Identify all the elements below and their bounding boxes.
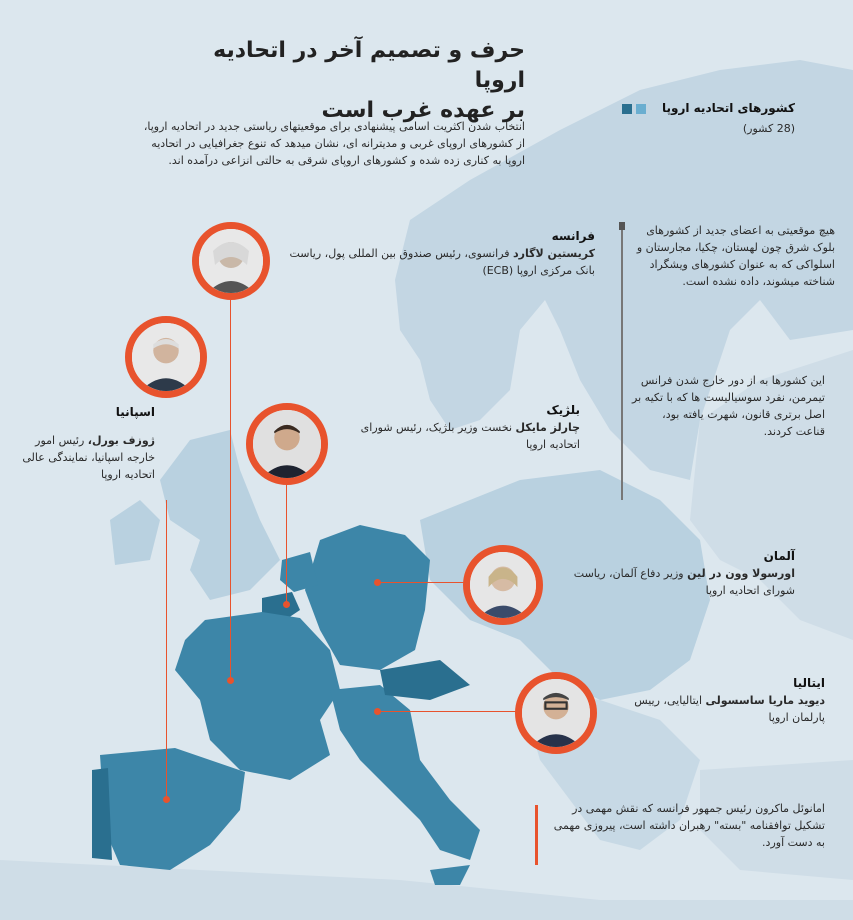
sicily-shape bbox=[430, 865, 470, 885]
lead-dot-vonderleyen bbox=[374, 579, 381, 586]
austria-shape bbox=[380, 660, 470, 700]
person-icon bbox=[132, 323, 200, 391]
desc-lagarde: فرانسوی، رئیس صندوق بین المللی پول، ریاست بانک مرکزی اروپا (ECB) bbox=[289, 247, 595, 277]
lead-dot-sassoli bbox=[374, 708, 381, 715]
title-line-2: بر عهده غرب است bbox=[321, 98, 525, 123]
ireland-land bbox=[110, 500, 160, 565]
portrait-borrell bbox=[125, 316, 207, 398]
notes-divider-cap bbox=[619, 222, 625, 230]
lead-line-michel bbox=[286, 485, 287, 605]
country-spain: اسپانیا bbox=[115, 405, 155, 419]
info-borrell-text bbox=[20, 432, 155, 483]
note-macron: امانوئل ماکرون رئیس جمهور فرانسه که نقش مهمی در تشکیل توافقنامه "بسته" رهبران داشته است، پیروزی مهمی به دست آورد. bbox=[553, 802, 825, 849]
legend-count: (28 کشور) bbox=[742, 122, 795, 135]
name-michel: چارلز مایکل bbox=[515, 421, 580, 434]
name-borrell: ژوزف بورل، bbox=[87, 434, 155, 447]
france-shape bbox=[175, 612, 340, 780]
intro-text: انتخاب شدن اکثریت اسامی پیشنهادی برای موقعیتهای ریاستی جدید در اتحادیه اروپا، از کشورهای اروپای غربی و مدیترانه ای، نشان میدهد که تنوع جغرافیایی در اتحادیه اروپا به کناری زده شده و کشورهای اروپای شرقی به حالتی انزاعی درآمده اند. bbox=[143, 120, 525, 167]
lead-line-lagarde bbox=[230, 300, 231, 680]
person-icon bbox=[522, 679, 590, 747]
country-france: فرانسه bbox=[551, 229, 595, 243]
portrait-lagarde bbox=[192, 222, 270, 300]
page-title bbox=[170, 36, 525, 126]
lead-line-vonderleyen bbox=[378, 582, 464, 583]
africa-land bbox=[0, 860, 853, 920]
macron-note-bar bbox=[535, 805, 538, 865]
legend-label: کشورهای اتحادیه اروپا bbox=[661, 101, 795, 115]
portrait-michel bbox=[246, 403, 328, 485]
person-icon bbox=[470, 552, 536, 618]
spain-shape bbox=[100, 748, 245, 870]
person-icon bbox=[253, 410, 321, 478]
name-vonderleyen: اورسولا وون در لین bbox=[687, 567, 795, 580]
lead-line-borrell bbox=[166, 500, 167, 800]
info-lagarde bbox=[280, 228, 595, 279]
desc-michel: نخست وزیر بلژیک، رئیس شورای اتحادیه اروپا bbox=[360, 421, 580, 451]
name-lagarde: کریستین لاگارد bbox=[513, 247, 595, 260]
info-vonderleyen bbox=[550, 548, 795, 599]
desc-borrell: رئیس امور خارجه اسپانیا، نمایندگی عالی اتحادیه اروپا bbox=[22, 434, 155, 481]
person-icon bbox=[199, 229, 263, 293]
country-germany: آلمان bbox=[763, 549, 795, 563]
country-italy: ایتالیا bbox=[793, 676, 825, 690]
note-france: این کشورها به از دور خارج شدن فرانس تیمرمن، نفرد سوسیالیست ها که با تکیه بر اصل برتری قانون، شهرت یافته بود، قناعت کردند. bbox=[632, 374, 825, 438]
lead-dot-lagarde bbox=[227, 677, 234, 684]
info-borrell bbox=[50, 404, 155, 421]
portrait-sassoli bbox=[515, 672, 597, 754]
legend-swatch-light bbox=[636, 104, 646, 114]
title-line-1: حرف و تصمیم آخر در اتحادیه اروپا bbox=[213, 38, 525, 93]
portrait-vonderleyen bbox=[463, 545, 543, 625]
notes-divider bbox=[621, 222, 623, 500]
lead-line-sassoli bbox=[378, 711, 516, 712]
lead-dot-michel bbox=[283, 601, 290, 608]
info-sassoli bbox=[605, 675, 825, 726]
country-belgium: بلژیک bbox=[546, 403, 580, 417]
name-sassoli: دیوید ماریا ساسسولی bbox=[705, 694, 825, 707]
lead-dot-borrell bbox=[163, 796, 170, 803]
legend-swatch-dark bbox=[622, 104, 632, 114]
desc-sassoli: ایتالیایی، رییس پارلمان اروپا bbox=[634, 694, 825, 724]
note-east: هیچ موقعیتی به اعضای جدید از کشورهای بلوک شرق چون لهستان، چکیا، مجارستان و اسلواکی که به عنوان کشورهای ویشگراد شناخته میشوند، داده نشده است. bbox=[636, 224, 835, 288]
info-michel bbox=[335, 402, 580, 453]
desc-vonderleyen: وزیر دفاع آلمان، ریاست شورای اتحادیه اروپا bbox=[573, 567, 795, 597]
